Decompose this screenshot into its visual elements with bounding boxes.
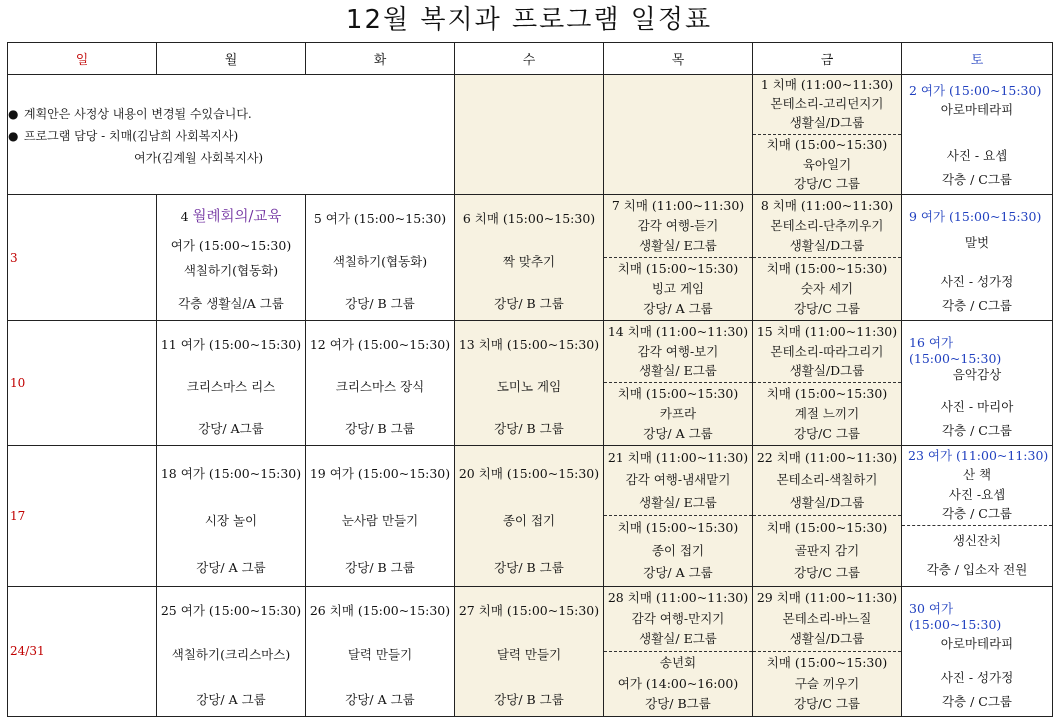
cell-thu-14: 14 치매 (11:00~11:30) 감각 여행-보기 생활실/ E그룹 치매 (15:00~15:30) 카프라 강당/ A 그룹 — [604, 321, 753, 445]
bullet-icon: ● — [8, 107, 19, 122]
week-row-5 — [8, 586, 1053, 716]
day-header-row — [8, 43, 1053, 75]
cell-wed-13: 13 치매 (15:00~15:30) 도미노 게임 강당/ B 그룹 — [455, 321, 604, 445]
header-monday: 월 — [157, 43, 306, 75]
cell-fri-8: 8 치매 (11:00~11:30) 몬테소리-단추끼우기 생활실/D그룹 치매 (15:00~15:30) 숫자 세기 강당/C 그룹 — [753, 195, 902, 321]
week-row-2 — [8, 195, 1053, 321]
note-item: 여가(김계월 사회복지사) — [134, 151, 264, 166]
cell-wed-27: 27 치매 (15:00~15:30) 달력 만들기 강당/ B 그룹 — [455, 586, 604, 716]
cell-sat-9: 9 여가 (15:00~15:30) 말벗 사진 - 성가정 각층 / C그룹 — [902, 195, 1053, 321]
cell-mon-25: 25 여가 (15:00~15:30) 색칠하기(크리스마스) 강당/ A 그룹 — [157, 586, 306, 716]
cell-sun-24-31: 24/31 — [8, 586, 157, 716]
cell-wed-6: 6 치매 (15:00~15:30) 짝 맞추기 강당/ B 그룹 — [455, 195, 604, 321]
notes-block — [8, 75, 454, 169]
cell-sat-16: 16 여가 (15:00~15:30) 음악감상 사진 - 마리아 각층 / C그룹 — [902, 321, 1053, 445]
cell-sun-3: 3 — [8, 195, 157, 321]
cell-sat-2: 2 여가 (15:00~15:30) 아로마테라피 사진 - 요셉 각층 / C그룹 — [902, 75, 1053, 195]
cell-thu-7: 7 치매 (11:00~11:30) 감각 여행-듣기 생활실/ E그룹 치매 (15:00~15:30) 빙고 게임 강당/ A 그룹 — [604, 195, 753, 321]
schedule-table — [7, 42, 1053, 717]
cell-empty-thu — [604, 75, 753, 195]
cell-wed-20: 20 치매 (15:00~15:30) 종이 접기 강당/ B 그룹 — [455, 445, 604, 586]
cell-tue-12: 12 여가 (15:00~15:30) 크리스마스 장식 강당/ B 그룹 — [306, 321, 455, 445]
cell-mon-18: 18 여가 (15:00~15:30) 시장 놀이 강당/ A 그룹 — [157, 445, 306, 586]
week-row-1 — [8, 75, 1053, 195]
cell-thu-21: 21 치매 (11:00~11:30) 감각 여행-냄새맡기 생활실/ E그룹 치매 (15:00~15:30) 종이 접기 강당/ A 그룹 — [604, 445, 753, 586]
week-row-4 — [8, 445, 1053, 586]
cell-fri-1: 1 치매 (11:00~11:30) 몬테소리-고리던지기 생활실/D그룹 치매 (15:00~15:30) 육아일기 강당/C 그룹 — [753, 75, 902, 195]
header-friday: 금 — [753, 43, 902, 75]
page-title: 12월 복지과 프로그램 일정표 — [345, 5, 713, 35]
bullet-icon: ● — [8, 129, 19, 144]
note-item: ● 프로그램 담당 - 치매(김남희 사회복지사) — [8, 125, 454, 147]
header-sunday: 일 — [8, 43, 157, 75]
cell-mon-11: 11 여가 (15:00~15:30) 크리스마스 리스 강당/ A그룹 — [157, 321, 306, 445]
cell-tue-19: 19 여가 (15:00~15:30) 눈사람 만들기 강당/ B 그룹 — [306, 445, 455, 586]
cell-sun-10: 10 — [8, 321, 157, 445]
week-row-3 — [8, 321, 1053, 445]
cell-fri-29: 29 치매 (11:00~11:30) 몬테소리-바느질 생활실/D그룹 치매 (15:00~15:30) 구슬 끼우기 강당/C 그룹 — [753, 586, 902, 716]
cell-sat-23: 23 여가 (11:00~11:30) 산 책 사진 -요셉 각층 / C그룹 생신잔치 각층 / 입소자 전원 — [902, 445, 1053, 586]
header-tuesday: 화 — [306, 43, 455, 75]
header-wednesday: 수 — [455, 43, 604, 75]
cell-thu-28: 28 치매 (11:00~11:30) 감각 여행-만지기 생활실/ E그룹 송년회 여가 (14:00~16:00) 강당/ B그룹 — [604, 586, 753, 716]
cell-sun-17: 17 — [8, 445, 157, 586]
cell-fri-15: 15 치매 (11:00~11:30) 몬테소리-따라그리기 생활실/D그룹 치매 (15:00~15:30) 계절 느끼기 강당/C 그룹 — [753, 321, 902, 445]
cell-fri-22: 22 치매 (11:00~11:30) 몬테소리-색칠하기 생활실/D그룹 치매 (15:00~15:30) 골판지 감기 강당/C 그룹 — [753, 445, 902, 586]
cell-tue-26: 26 치매 (15:00~15:30) 달력 만들기 강당/ A 그룹 — [306, 586, 455, 716]
cell-tue-5: 5 여가 (15:00~15:30) 색칠하기(협동화) 강당/ B 그룹 — [306, 195, 455, 321]
note-item: ● 계획안은 사정상 내용이 변경될 수있습니다. — [8, 103, 454, 125]
header-saturday: 토 — [902, 43, 1053, 75]
header-thursday: 목 — [604, 43, 753, 75]
cell-empty-wed — [455, 75, 604, 195]
cell-mon-4: 4 월례회의/교육 여가 (15:00~15:30) 색칠하기(협동화) 각층 생활실/A 그룹 — [157, 195, 306, 321]
notes-cell — [8, 75, 455, 195]
cell-sat-30: 30 여가 (15:00~15:30) 아로마테라피 사진 - 성가정 각층 / C그룹 — [902, 586, 1053, 716]
